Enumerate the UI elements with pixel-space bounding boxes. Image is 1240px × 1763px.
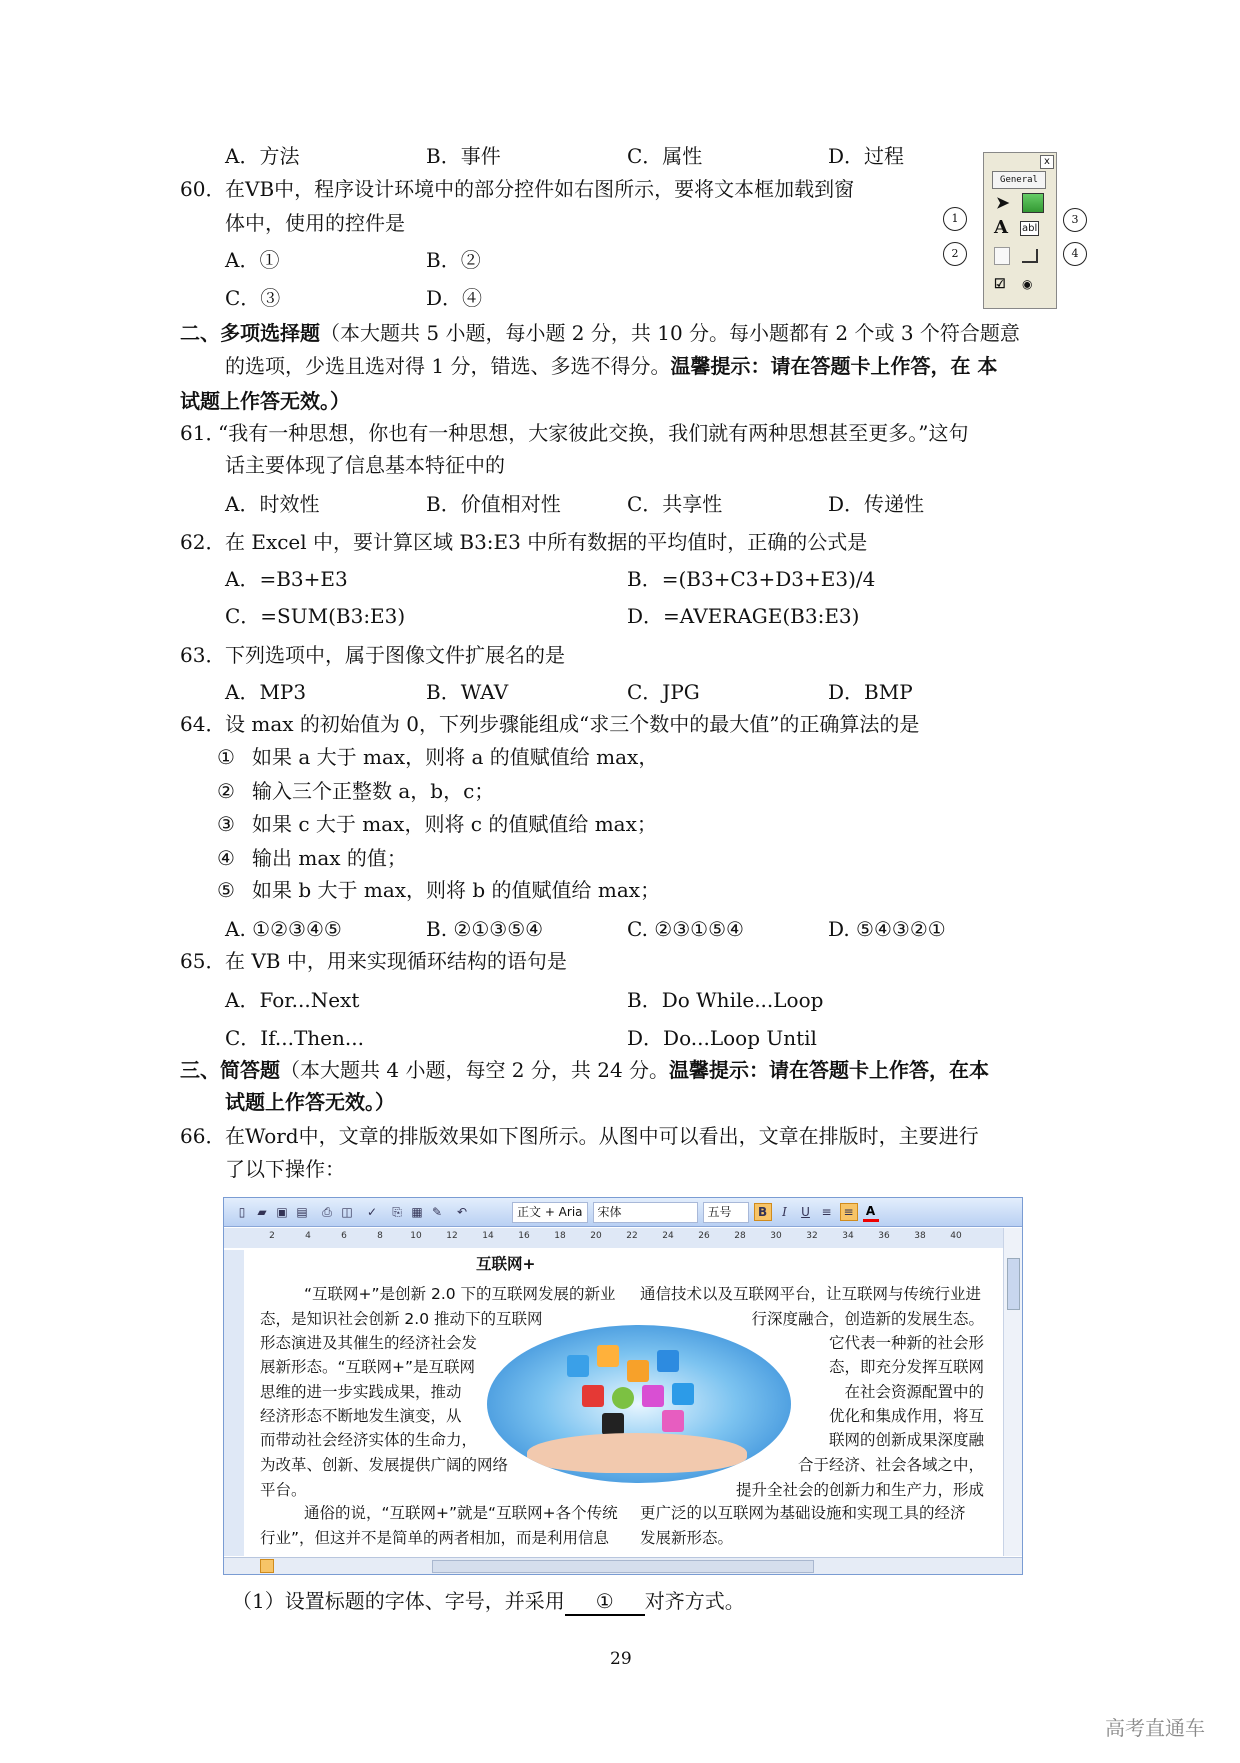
ruler-tick-label: 6 <box>341 1231 347 1241</box>
q64-number: 64． <box>180 712 226 736</box>
q61-number: 61． <box>180 421 226 445</box>
q60-option-a: A．① <box>225 248 280 272</box>
doc-right-line: 联网的创新成果深度融 <box>828 1431 984 1449</box>
section3-heading: 三、简答题 <box>180 1058 280 1082</box>
q62-option-a: A．=B3+E3 <box>225 567 348 591</box>
q64-option-a: A. ①②③④⑤ <box>225 917 342 941</box>
label-control-icon: A <box>994 217 1008 238</box>
word-toolbar <box>224 1198 1022 1227</box>
section2-heading-line1 <box>180 320 1020 346</box>
vertical-scrollbar[interactable] <box>1003 1228 1022 1556</box>
pointer-icon: ➤ <box>996 193 1010 212</box>
q61-text: “我有一种思想，你也有一种思想，大家彼此交换，我们就有两种思想甚至更多。”这句 <box>218 421 969 445</box>
ruler-tick-label: 12 <box>446 1231 458 1241</box>
ruler-tick-label: 36 <box>878 1231 890 1241</box>
q64-text: 设 max 的初始值为 0，下列步骤能组成“求三个数中的最大值”的正确算法的是 <box>225 712 920 736</box>
doc-left-line: 形态演进及其催生的经济社会发 <box>260 1334 478 1352</box>
doc-left-line: 为改革、创新、发展提供广阔的网络 <box>260 1456 509 1474</box>
doc-left-line: 态，是知识社会创新 2.0 推动下的互联网 <box>260 1310 543 1328</box>
q59-option-c: C．属性 <box>627 144 703 168</box>
section2-line2 <box>225 353 997 379</box>
doc-left-line: 平台。 <box>260 1481 307 1499</box>
q66-number: 66． <box>180 1124 226 1148</box>
style-select[interactable]: 正文 + Aria <box>512 1202 588 1223</box>
section3-line2: 试题上作答无效。） <box>225 1090 395 1114</box>
page-view-button[interactable] <box>260 1559 274 1573</box>
q60-option-c: C．③ <box>225 286 281 310</box>
spelling-icon: ✓ <box>366 1205 378 1219</box>
q62-text: 在 Excel 中，要计算区域 B3:E3 中所有数据的平均值时，正确的公式是 <box>225 530 868 554</box>
q64-step-text: 如果 a 大于 max，则将 a 的值赋值给 max， <box>252 745 659 769</box>
q63-option-b: B．WAV <box>426 680 509 704</box>
ruler-tick-label: 38 <box>914 1231 926 1241</box>
q62-option-b: B．=(B3+C3+D3+E3)/4 <box>627 567 876 591</box>
doc-right-line: 合于经济、社会各域之中， <box>797 1456 984 1474</box>
q62-option-d: D．=AVERAGE(B3:E3) <box>627 604 860 628</box>
q60-text-2: 体中，使用的控件是 <box>225 211 405 235</box>
page-number: 29 <box>610 1649 632 1669</box>
center-align-button[interactable]: ≡ <box>840 1203 858 1221</box>
ruler-tick-label: 28 <box>734 1231 746 1241</box>
font-color-button[interactable]: A <box>863 1203 879 1222</box>
q64-step-num: ③ <box>217 812 235 836</box>
watermark: 高考直通车 <box>1105 1716 1205 1740</box>
q59-option-b: B．事件 <box>426 144 501 168</box>
new-document-icon: ▯ <box>238 1205 246 1219</box>
ruler-tick-label: 26 <box>698 1231 710 1241</box>
commandbutton-control-icon <box>1022 249 1038 263</box>
q64-step-num: ② <box>217 779 235 803</box>
scroll-thumb[interactable] <box>1007 1258 1020 1310</box>
doc-left-line: “互联网+”是创新 2.0 下的互联网发展的新业 <box>304 1285 616 1303</box>
justify-icon[interactable]: ≡ <box>821 1205 832 1219</box>
section2-line3: 试题上作答无效。） <box>180 389 350 413</box>
q66-sub1-text: （1）设置标题的字体、字号，并采用 <box>232 1589 565 1613</box>
q66-text: 在Word中，文章的排版效果如下图所示。从图中可以看出，文章在排版时，主要进行 <box>225 1124 979 1148</box>
callout-3: 3 <box>1063 208 1087 232</box>
q63-option-a: A．MP3 <box>225 680 307 704</box>
callout-2: 2 <box>943 242 967 266</box>
permission-icon: ▤ <box>296 1205 308 1219</box>
q64-option-b: B. ②①③⑤④ <box>426 917 544 941</box>
q64-step-num: ① <box>217 745 235 769</box>
q61-option-d: D．传递性 <box>828 492 925 516</box>
ruler-tick-label: 32 <box>806 1231 818 1241</box>
q65-text: 在 VB 中，用来实现循环结构的语句是 <box>225 949 567 973</box>
toolbox-general-tab: General <box>992 171 1046 189</box>
horizontal-scrollbar[interactable] <box>224 1557 1022 1574</box>
format-painter-icon: ✎ <box>431 1205 443 1219</box>
ruler-tick-label: 22 <box>626 1231 638 1241</box>
q60-text: 在VB中，程序设计环境中的部分控件如右图所示，要将文本框加载到窗 <box>225 177 855 201</box>
doc-title: 互联网+ <box>476 1255 536 1273</box>
font-select[interactable]: 宋体 <box>593 1202 698 1223</box>
ruler-tick-label: 14 <box>482 1231 494 1241</box>
doc-left-line: 而带动社会经济实体的生命力， <box>260 1431 478 1449</box>
q65-number: 65． <box>180 949 226 973</box>
ruler-tick-label: 16 <box>518 1231 530 1241</box>
q62-option-c: C．=SUM(B3:E3) <box>225 604 406 628</box>
doc-left-line: 通俗的说，“互联网+”就是“互联网+各个传统 <box>304 1504 618 1522</box>
doc-left-line: 行业”，但这并不是简单的两者相加，而是利用信息 <box>260 1529 610 1547</box>
q59-option-a: A．方法 <box>225 144 300 168</box>
doc-right-line: 发展新形态。 <box>640 1529 734 1547</box>
q65-option-a: A．For...Next <box>225 988 360 1012</box>
q64-step-text: 输出 max 的值； <box>252 846 407 870</box>
internet-plus-image <box>487 1325 791 1483</box>
section2-heading: 二、多项选择题 <box>180 321 320 345</box>
q66-sub1 <box>232 1588 745 1616</box>
q65-option-d: D．Do...Loop Until <box>627 1026 817 1050</box>
doc-right-line: 行深度融合，创造新的发展生态。 <box>751 1310 984 1328</box>
q64-option-d: D. ⑤④③②① <box>828 917 946 941</box>
undo-icon: ↶ <box>456 1205 468 1219</box>
q64-step-num: ⑤ <box>217 878 235 902</box>
q61-option-c: C．共享性 <box>627 492 723 516</box>
doc-right-line: 态，即充分发挥互联网 <box>828 1358 984 1376</box>
q60-option-b: B．② <box>426 248 481 272</box>
doc-left-line: 展新形态。“互联网+”是互联网 <box>260 1358 476 1376</box>
open-icon: ▰ <box>257 1205 267 1219</box>
section3-line1 <box>180 1057 989 1083</box>
q65-option-b: B．Do While...Loop <box>627 988 824 1012</box>
picturebox-icon <box>1022 193 1044 213</box>
q66-text-2: 了以下操作： <box>225 1157 345 1181</box>
q61-option-a: A．时效性 <box>225 492 320 516</box>
ruler-tick-label: 4 <box>305 1231 311 1241</box>
q63-option-c: C．JPG <box>627 680 700 704</box>
q64-step-text: 如果 c 大于 max，则将 c 的值赋值给 max； <box>252 812 657 836</box>
copy-icon: ⎘ <box>392 1205 402 1219</box>
underline-button[interactable]: U <box>801 1205 810 1219</box>
frame-control-icon <box>994 247 1010 265</box>
paste-icon: ▦ <box>411 1205 423 1219</box>
ruler-tick-label: 20 <box>590 1231 602 1241</box>
h-scroll-thumb[interactable] <box>432 1560 814 1573</box>
bold-button[interactable]: B <box>754 1203 772 1221</box>
section2-line1: （本大题共 5 小题，每小题 2 分，共 10 分。每小题都有 2 个或 3 个符合题意 <box>320 321 1020 345</box>
doc-right-line: 提升全社会的创新力和生产力，形成 <box>735 1481 984 1499</box>
doc-right-line: 优化和集成作用，将互 <box>828 1407 984 1425</box>
section2-hint: 温馨提示：请在答题卡上作答，在 本 <box>670 354 998 378</box>
checkbox-control-icon: ☑ <box>994 277 1006 292</box>
doc-right-line: 通信技术以及互联网平台，让互联网与传统行业进 <box>640 1285 982 1303</box>
format-toolbar-group <box>512 1202 879 1222</box>
ruler-tick-label: 8 <box>377 1231 383 1241</box>
section2-line2a: 的选项，少选且选对得 1 分，错选、多选不得分。 <box>225 354 671 378</box>
q64-step-text: 输入三个正整数 a，b，c； <box>252 779 495 803</box>
q63-number: 63． <box>180 643 226 667</box>
print-icon: ⎙ <box>322 1205 332 1219</box>
ruler-tick-label: 18 <box>554 1231 566 1241</box>
section3-line1a: （本大题共 4 小题，每空 2 分，共 24 分。 <box>280 1058 670 1082</box>
ruler-tick-label: 30 <box>770 1231 782 1241</box>
ruler-tick-label: 34 <box>842 1231 854 1241</box>
print-preview-icon: ◫ <box>341 1205 353 1219</box>
doc-right-line: 在社会资源配置中的 <box>844 1383 984 1401</box>
q66-sub1-text-end: 对齐方式。 <box>644 1589 745 1613</box>
vertical-ruler <box>224 1250 244 1556</box>
optionbutton-control-icon: ◉ <box>1022 277 1033 291</box>
doc-left-line: 思维的进一步实践成果，推动 <box>260 1383 462 1401</box>
font-size-select[interactable]: 五号 <box>703 1202 749 1223</box>
italic-button[interactable]: I <box>782 1205 787 1219</box>
q65-option-c: C．If...Then... <box>225 1026 364 1050</box>
q60-number: 60． <box>180 177 226 201</box>
callout-4: 4 <box>1063 242 1087 266</box>
doc-right-line: 更广泛的以互联网为基础设施和实现工具的经济 <box>640 1504 966 1522</box>
q59-option-d: D．过程 <box>828 144 905 168</box>
q63-option-d: D．BMP <box>828 680 913 704</box>
close-icon: x <box>1040 155 1054 169</box>
q64-step-text: 如果 b 大于 max，则将 b 的值赋值给 max； <box>252 878 661 902</box>
q63-text: 下列选项中，属于图像文件扩展名的是 <box>225 643 565 667</box>
section3-hint: 温馨提示：请在答题卡上作答，在本 <box>669 1058 990 1082</box>
answer-blank-1: ① <box>565 1588 645 1616</box>
doc-left-line: 经济形态不断地发生演变，从 <box>260 1407 462 1425</box>
vb-toolbox <box>983 152 1057 309</box>
ruler-tick-label: 24 <box>662 1231 674 1241</box>
q61-text-2: 话主要体现了信息基本特征中的 <box>225 453 505 477</box>
q62-number: 62． <box>180 530 226 554</box>
horizontal-ruler <box>224 1228 1022 1248</box>
doc-right-line: 它代表一种新的社会形 <box>828 1334 984 1352</box>
ruler-tick-label: 2 <box>269 1231 275 1241</box>
q61-option-b: B．价值相对性 <box>426 492 561 516</box>
q64-option-c: C. ②③①⑤④ <box>627 917 744 941</box>
q64-step-num: ④ <box>217 846 235 870</box>
callout-1: 1 <box>943 207 967 231</box>
textbox-control-icon: abl <box>1022 223 1038 234</box>
ruler-tick-label: 40 <box>950 1231 962 1241</box>
save-icon: ▣ <box>276 1205 288 1219</box>
word-window-screenshot <box>223 1197 1023 1575</box>
q60-option-d: D．④ <box>426 286 483 310</box>
ruler-tick-label: 10 <box>410 1231 422 1241</box>
